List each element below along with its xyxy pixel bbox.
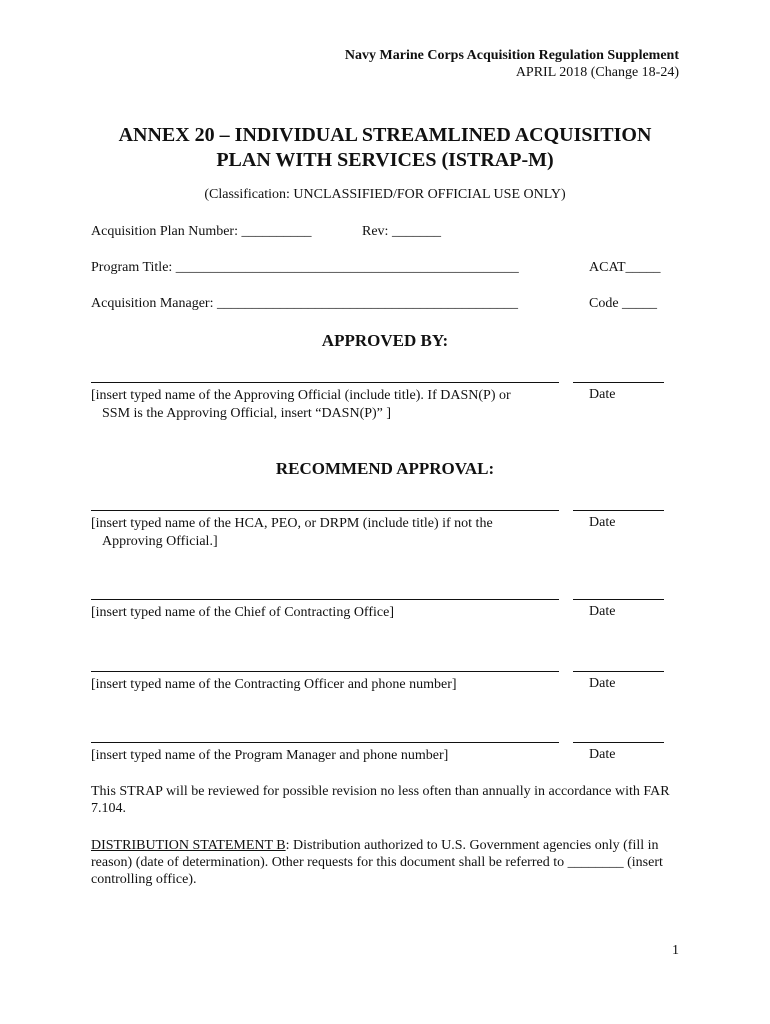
chief-contracting-signature-line[interactable]: [91, 599, 559, 600]
distribution-statement-text: : Distribution authorized to U.S. Government agencies only (fill in reason) (date of determination). Other requests for this document shall be referred to ________ (insert controlling office).: [91, 838, 663, 887]
program-manager-date-line[interactable]: [573, 742, 664, 743]
review-statement: This STRAP will be reviewed for possible revision no less often than annually in accordance with FAR 7.104.: [91, 784, 670, 816]
hca-label: [insert typed name of the HCA, PEO, or DRPM (include title) if not the Approving Official.]: [91, 516, 493, 549]
chief-contracting-label: [insert typed name of the Chief of Contracting Office]: [91, 605, 394, 620]
header-revision-date: APRIL 2018 (Change 18-24): [515, 65, 679, 80]
page-number: 1: [672, 943, 679, 958]
program-manager-label: [insert typed name of the Program Manager and phone number]: [91, 748, 449, 763]
code-field[interactable]: Code _____: [589, 296, 658, 311]
distribution-statement-label: DISTRIBUTION STATEMENT B: [91, 838, 286, 853]
contracting-officer-label: [insert typed name of the Contracting Officer and phone number]: [91, 677, 457, 692]
program-title-field[interactable]: Program Title: _________________________________________________: [91, 260, 519, 275]
classification-notice: (Classification: UNCLASSIFIED/FOR OFFICIAL USE ONLY): [204, 187, 566, 202]
hca-date-line[interactable]: [573, 510, 664, 511]
rev-field[interactable]: Rev: _______: [362, 224, 441, 239]
acat-field[interactable]: ACAT_____: [589, 260, 661, 275]
approving-official-label: [insert typed name of the Approving Official (include title). If DASN(P) or SSM is the Approving Official, insert “DASN(P)” ]: [91, 388, 511, 421]
contracting-officer-date-label: Date: [589, 676, 616, 691]
approving-official-signature-line[interactable]: [91, 382, 559, 383]
recommend-approval-heading: RECOMMEND APPROVAL:: [275, 459, 495, 478]
program-manager-date-label: Date: [589, 747, 616, 762]
acquisition-plan-number-field[interactable]: Acquisition Plan Number: __________: [91, 224, 312, 239]
approved-by-heading: APPROVED BY:: [321, 331, 449, 350]
document-title-line-2: PLAN WITH SERVICES (ISTRAP-M): [216, 149, 554, 171]
contracting-officer-signature-line[interactable]: [91, 671, 559, 672]
program-manager-signature-line[interactable]: [91, 742, 559, 743]
header-regulation-title: Navy Marine Corps Acquisition Regulation Supplement: [344, 48, 679, 63]
chief-contracting-date-label: Date: [589, 604, 616, 619]
document-title-line-1: ANNEX 20 – INDIVIDUAL STREAMLINED ACQUISITION: [118, 124, 652, 146]
hca-signature-line[interactable]: [91, 510, 559, 511]
approving-official-date-label: Date: [589, 387, 616, 402]
approving-official-date-line[interactable]: [573, 382, 664, 383]
chief-contracting-date-line[interactable]: [573, 599, 664, 600]
distribution-statement: [91, 837, 681, 888]
contracting-officer-date-line[interactable]: [573, 671, 664, 672]
hca-date-label: Date: [589, 515, 616, 530]
acquisition-manager-field[interactable]: Acquisition Manager: ___________________________________________: [91, 296, 518, 311]
